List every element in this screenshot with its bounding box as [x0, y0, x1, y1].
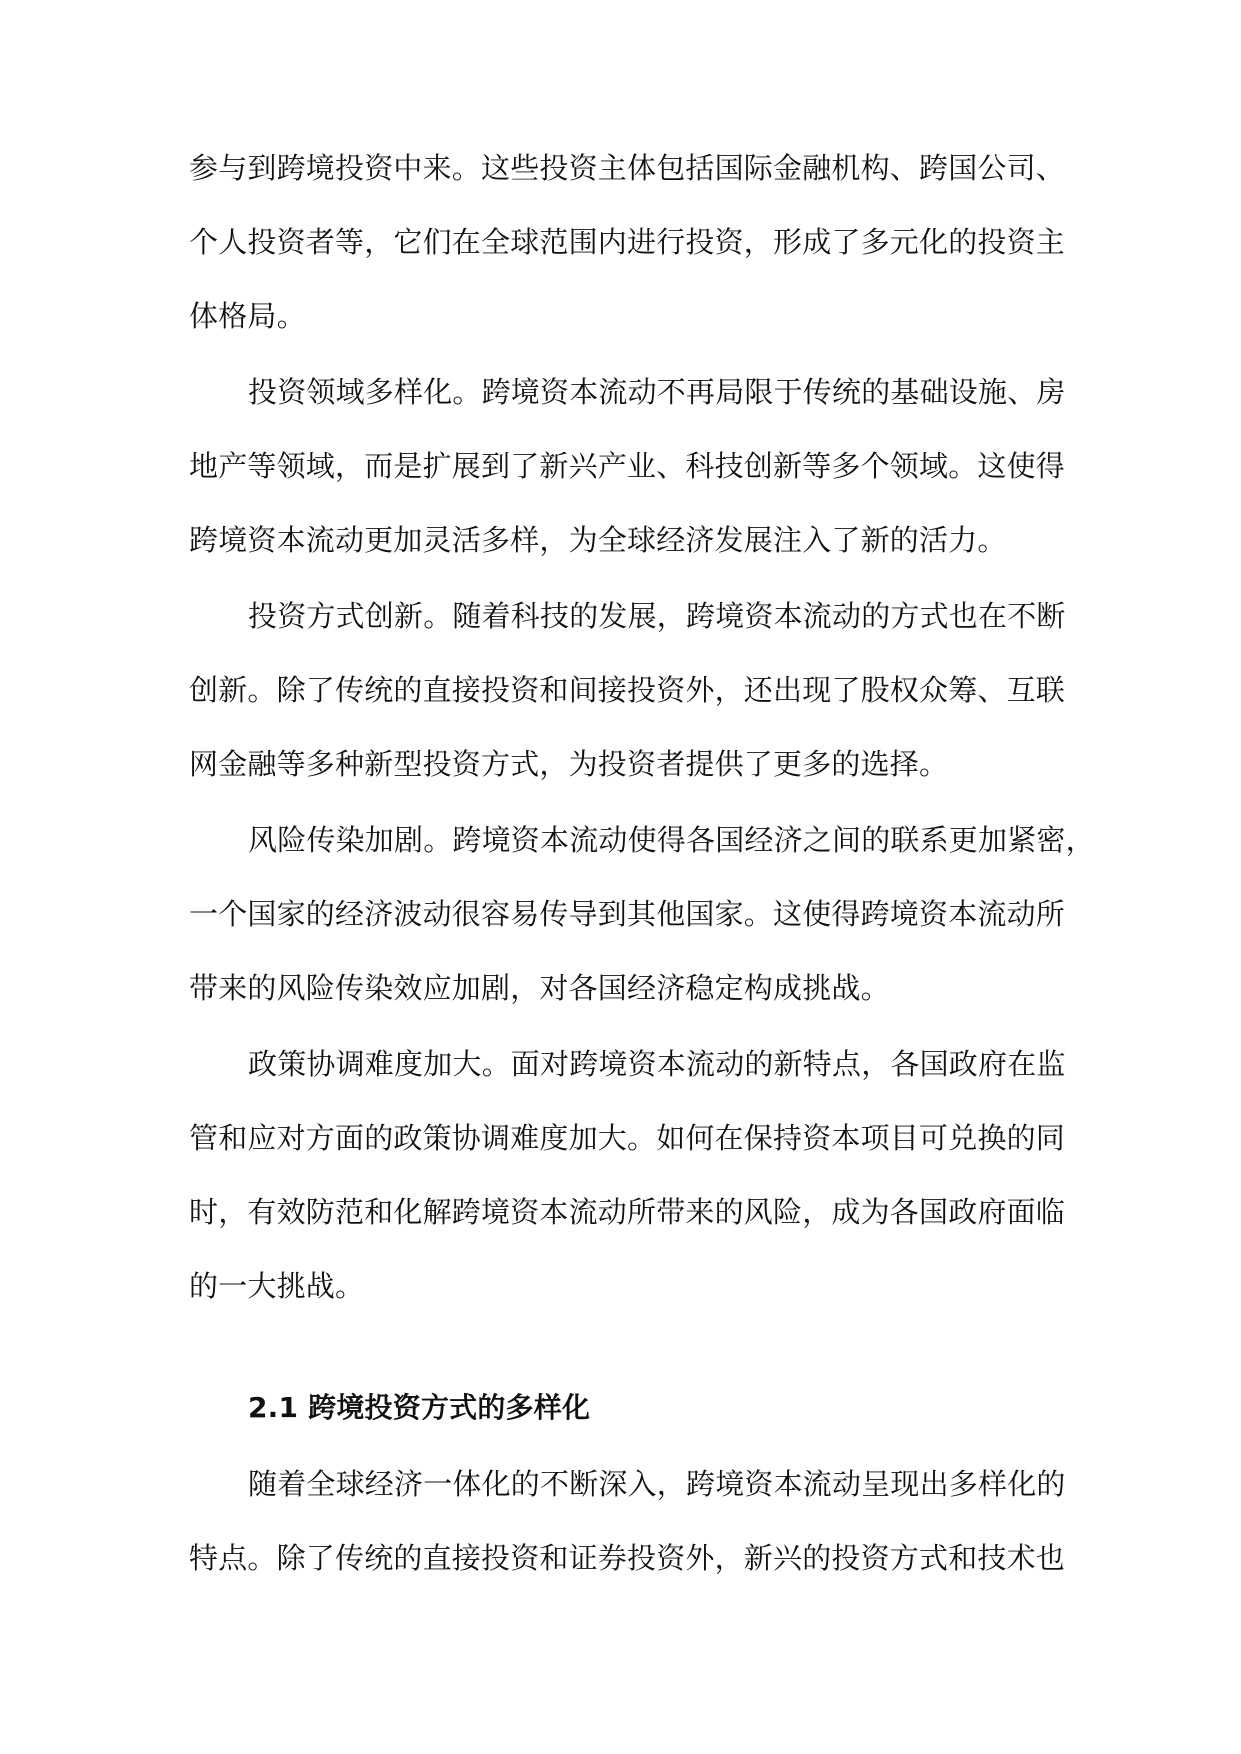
paragraph-line: 时，有效防范和化解跨境资本流动所带来的风险，成为各国政府面临	[189, 1195, 1066, 1229]
paragraph-line: 带来的风险传染效应加剧，对各国经济稳定构成挑战。	[189, 971, 890, 1005]
paragraph-line: 体格局。	[189, 299, 306, 333]
paragraph-line: 投资领域多样化。跨境资本流动不再局限于传统的基础设施、房	[248, 375, 1066, 409]
paragraph-line: 跨境资本流动更加灵活多样，为全球经济发展注入了新的活力。	[189, 523, 1007, 557]
paragraph-line: 网金融等多种新型投资方式，为投资者提供了更多的选择。	[189, 747, 949, 781]
paragraph-line: 投资方式创新。随着科技的发展，跨境资本流动的方式也在不断	[248, 599, 1066, 633]
section-heading: 2.1 跨境投资方式的多样化	[248, 1391, 591, 1424]
paragraph-line: 一个国家的经济波动很容易传导到其他国家。这使得跨境资本流动所	[189, 897, 1066, 931]
paragraph-line: 创新。除了传统的直接投资和间接投资外，还出现了股权众筹、互联	[189, 673, 1066, 707]
paragraph-line: 随着全球经济一体化的不断深入，跨境资本流动呈现出多样化的	[248, 1467, 1066, 1501]
paragraph-line: 的一大挑战。	[189, 1269, 365, 1303]
paragraph-line: 风险传染加剧。跨境资本流动使得各国经济之间的联系更加紧密，	[248, 823, 1095, 857]
paragraph-line: 政策协调难度加大。面对跨境资本流动的新特点，各国政府在监	[248, 1047, 1066, 1081]
paragraph-line: 个人投资者等，它们在全球范围内进行投资，形成了多元化的投资主	[189, 225, 1066, 259]
paragraph-line: 参与到跨境投资中来。这些投资主体包括国际金融机构、跨国公司、	[189, 151, 1066, 185]
paragraph-line: 管和应对方面的政策协调难度加大。如何在保持资本项目可兑换的同	[189, 1121, 1066, 1155]
paragraph-line: 地产等领域，而是扩展到了新兴产业、科技创新等多个领域。这使得	[189, 449, 1066, 483]
paragraph-line: 特点。除了传统的直接投资和证券投资外，新兴的投资方式和技术也	[189, 1541, 1066, 1575]
